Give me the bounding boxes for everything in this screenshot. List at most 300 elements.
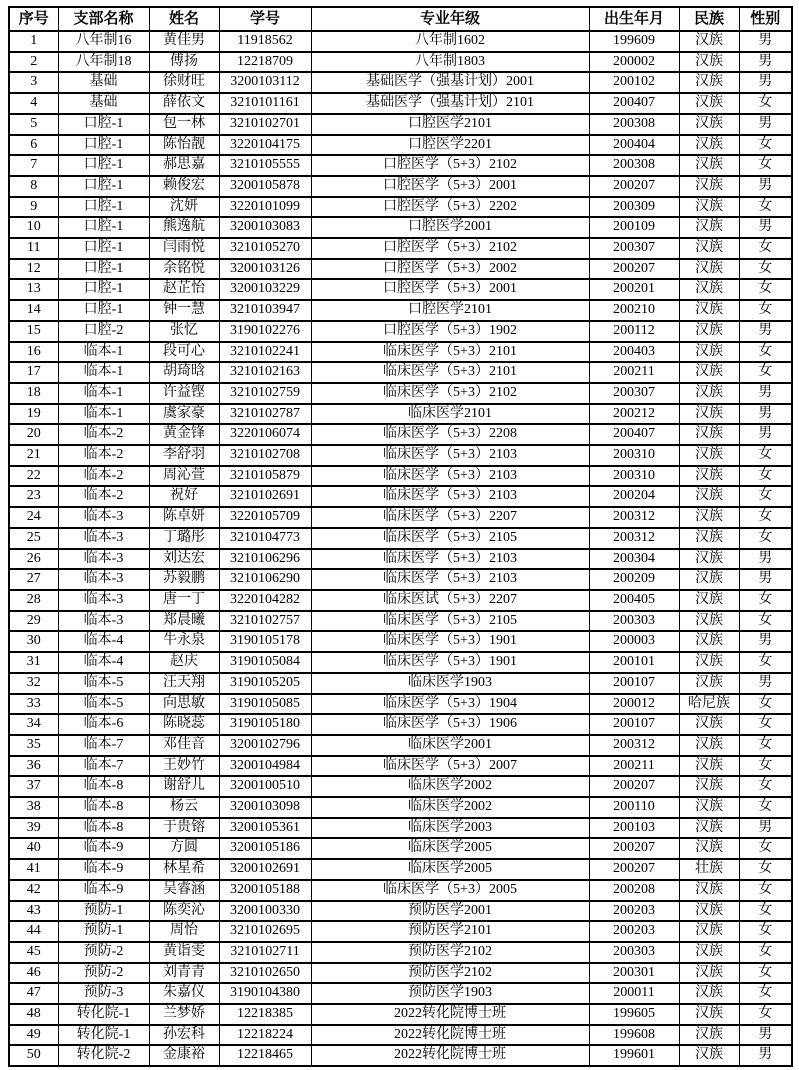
cell-name: 黄金锋	[149, 424, 219, 445]
cell-branch: 临本-2	[58, 445, 149, 466]
cell-major: 口腔医学2101	[311, 300, 589, 321]
cell-birth: 199608	[589, 1025, 679, 1046]
table-row	[9, 466, 792, 487]
table-row	[9, 486, 792, 507]
cell-gender: 男	[739, 569, 792, 590]
cell-student-id: 3220106074	[219, 424, 311, 445]
cell-major: 临床医学（5+3）1901	[311, 631, 589, 652]
cell-birth: 200003	[589, 631, 679, 652]
cell-branch: 预防-3	[58, 983, 149, 1004]
table-row	[9, 259, 792, 280]
cell-ethnicity: 汉族	[679, 321, 739, 342]
cell-student-id: 3210102701	[219, 114, 311, 135]
cell-gender: 男	[739, 217, 792, 238]
table-row	[9, 590, 792, 611]
cell-student-id: 3210102708	[219, 445, 311, 466]
cell-index: 5	[9, 114, 58, 135]
cell-name: 牛永泉	[149, 631, 219, 652]
cell-branch: 临本-8	[58, 797, 149, 818]
table-row	[9, 445, 792, 466]
cell-index: 46	[9, 963, 58, 984]
cell-student-id: 3220104282	[219, 590, 311, 611]
cell-major: 临床医学（5+3）2103	[311, 549, 589, 570]
cell-branch: 临本-3	[58, 611, 149, 632]
cell-ethnicity: 汉族	[679, 466, 739, 487]
cell-major: 临床医学（5+3）2207	[311, 507, 589, 528]
cell-major: 临床医学（5+3）2007	[311, 756, 589, 777]
table-row	[9, 838, 792, 859]
cell-major: 临床医试（5+3）2207	[311, 590, 589, 611]
cell-name: 王妙竹	[149, 756, 219, 777]
table-row	[9, 197, 792, 218]
cell-name: 赵芷怡	[149, 279, 219, 300]
cell-gender: 女	[739, 901, 792, 922]
cell-student-id: 3190105205	[219, 673, 311, 694]
table-row	[9, 818, 792, 839]
cell-name: 祝好	[149, 486, 219, 507]
cell-ethnicity: 汉族	[679, 93, 739, 114]
cell-index: 25	[9, 528, 58, 549]
cell-branch: 临本-1	[58, 383, 149, 404]
cell-major: 临床医学2005	[311, 838, 589, 859]
cell-student-id: 3200100510	[219, 776, 311, 797]
table-row	[9, 735, 792, 756]
cell-index: 38	[9, 797, 58, 818]
cell-branch: 临本-1	[58, 342, 149, 363]
cell-major: 口腔医学2101	[311, 114, 589, 135]
cell-index: 12	[9, 259, 58, 280]
cell-index: 4	[9, 93, 58, 114]
cell-major: 临床医学2003	[311, 818, 589, 839]
cell-index: 42	[9, 880, 58, 901]
student-roster-table	[8, 6, 793, 1067]
student-roster-sheet	[8, 6, 791, 1062]
cell-birth: 200307	[589, 383, 679, 404]
cell-index: 44	[9, 921, 58, 942]
cell-ethnicity: 汉族	[679, 528, 739, 549]
cell-gender: 女	[739, 445, 792, 466]
cell-birth: 200103	[589, 818, 679, 839]
cell-name: 于贵镕	[149, 818, 219, 839]
cell-birth: 200309	[589, 197, 679, 218]
cell-birth: 200212	[589, 404, 679, 425]
table-row	[9, 1004, 792, 1025]
cell-gender: 女	[739, 714, 792, 735]
cell-gender: 男	[739, 1045, 792, 1066]
cell-ethnicity: 汉族	[679, 424, 739, 445]
cell-gender: 女	[739, 362, 792, 383]
cell-gender: 女	[739, 507, 792, 528]
table-row	[9, 652, 792, 673]
cell-major: 临床医学（5+3）2208	[311, 424, 589, 445]
cell-gender: 女	[739, 238, 792, 259]
cell-name: 刘达宏	[149, 549, 219, 570]
cell-birth: 200011	[589, 983, 679, 1004]
cell-name: 孙宏科	[149, 1025, 219, 1046]
cell-birth: 200204	[589, 486, 679, 507]
cell-gender: 女	[739, 735, 792, 756]
cell-ethnicity: 汉族	[679, 921, 739, 942]
cell-index: 50	[9, 1045, 58, 1066]
cell-name: 郑晨曦	[149, 611, 219, 632]
table-row	[9, 52, 792, 73]
cell-ethnicity: 汉族	[679, 756, 739, 777]
cell-student-id: 3210102163	[219, 362, 311, 383]
cell-branch: 临本-1	[58, 362, 149, 383]
cell-branch: 口腔-2	[58, 321, 149, 342]
cell-major: 口腔医学（5+3）2102	[311, 155, 589, 176]
cell-student-id: 3200100330	[219, 901, 311, 922]
cell-birth: 200201	[589, 279, 679, 300]
cell-name: 刘青青	[149, 963, 219, 984]
cell-branch: 临本-3	[58, 528, 149, 549]
cell-index: 48	[9, 1004, 58, 1025]
cell-student-id: 3220104175	[219, 135, 311, 156]
cell-branch: 预防-1	[58, 921, 149, 942]
cell-major: 临床医学（5+3）2005	[311, 880, 589, 901]
column-header-major: 专业年级	[311, 7, 589, 31]
cell-gender: 男	[739, 52, 792, 73]
cell-gender: 男	[739, 818, 792, 839]
cell-branch: 临本-5	[58, 673, 149, 694]
table-body	[9, 31, 792, 1066]
cell-major: 基础医学（强基计划）2101	[311, 93, 589, 114]
cell-birth: 200207	[589, 176, 679, 197]
cell-birth: 200112	[589, 321, 679, 342]
cell-gender: 女	[739, 963, 792, 984]
cell-student-id: 3220101099	[219, 197, 311, 218]
cell-gender: 男	[739, 114, 792, 135]
cell-name: 许益铿	[149, 383, 219, 404]
cell-gender: 男	[739, 424, 792, 445]
cell-index: 47	[9, 983, 58, 1004]
cell-major: 预防医学2102	[311, 963, 589, 984]
cell-branch: 临本-3	[58, 590, 149, 611]
cell-index: 16	[9, 342, 58, 363]
cell-student-id: 3200105878	[219, 176, 311, 197]
cell-branch: 八年制18	[58, 52, 149, 73]
cell-major: 临床医学2002	[311, 776, 589, 797]
cell-index: 22	[9, 466, 58, 487]
cell-birth: 200312	[589, 507, 679, 528]
cell-major: 临床医学（5+3）1904	[311, 694, 589, 715]
cell-major: 临床医学（5+3）2102	[311, 383, 589, 404]
cell-birth: 200207	[589, 859, 679, 880]
cell-birth: 200210	[589, 300, 679, 321]
cell-birth: 200407	[589, 424, 679, 445]
cell-branch: 口腔-1	[58, 279, 149, 300]
cell-student-id: 3210102691	[219, 486, 311, 507]
cell-name: 薛依文	[149, 93, 219, 114]
cell-birth: 200211	[589, 756, 679, 777]
cell-index: 30	[9, 631, 58, 652]
cell-index: 31	[9, 652, 58, 673]
cell-name: 赵庆	[149, 652, 219, 673]
cell-student-id: 3200102796	[219, 735, 311, 756]
cell-birth: 200310	[589, 466, 679, 487]
table-row	[9, 901, 792, 922]
cell-gender: 女	[739, 880, 792, 901]
cell-gender: 男	[739, 321, 792, 342]
table-row	[9, 135, 792, 156]
cell-student-id: 3210102241	[219, 342, 311, 363]
table-row	[9, 114, 792, 135]
cell-gender: 男	[739, 31, 792, 52]
cell-branch: 基础	[58, 93, 149, 114]
cell-birth: 200109	[589, 217, 679, 238]
cell-student-id: 3210104773	[219, 528, 311, 549]
cell-name: 徐财旺	[149, 72, 219, 93]
cell-birth: 200211	[589, 362, 679, 383]
cell-branch: 临本-4	[58, 631, 149, 652]
cell-index: 39	[9, 818, 58, 839]
cell-name: 唐一丁	[149, 590, 219, 611]
cell-index: 41	[9, 859, 58, 880]
cell-name: 傅扬	[149, 52, 219, 73]
cell-branch: 预防-1	[58, 901, 149, 922]
cell-branch: 临本-2	[58, 424, 149, 445]
cell-major: 预防医学1903	[311, 983, 589, 1004]
cell-major: 基础医学（强基计划）2001	[311, 72, 589, 93]
cell-index: 26	[9, 549, 58, 570]
cell-ethnicity: 汉族	[679, 1025, 739, 1046]
cell-student-id: 3200102691	[219, 859, 311, 880]
table-row	[9, 424, 792, 445]
cell-name: 包一林	[149, 114, 219, 135]
cell-branch: 口腔-1	[58, 176, 149, 197]
cell-branch: 临本-1	[58, 404, 149, 425]
cell-major: 口腔医学（5+3）2002	[311, 259, 589, 280]
cell-ethnicity: 汉族	[679, 942, 739, 963]
cell-gender: 男	[739, 673, 792, 694]
cell-ethnicity: 汉族	[679, 135, 739, 156]
cell-ethnicity: 汉族	[679, 611, 739, 632]
cell-index: 6	[9, 135, 58, 156]
cell-birth: 200012	[589, 694, 679, 715]
cell-index: 29	[9, 611, 58, 632]
cell-student-id: 3190105178	[219, 631, 311, 652]
cell-birth: 200403	[589, 342, 679, 363]
cell-birth: 200310	[589, 445, 679, 466]
cell-birth: 200110	[589, 797, 679, 818]
cell-name: 熊逸航	[149, 217, 219, 238]
cell-index: 15	[9, 321, 58, 342]
column-header-gender: 性别	[739, 7, 792, 31]
cell-ethnicity: 汉族	[679, 1004, 739, 1025]
cell-name: 苏毅鹏	[149, 569, 219, 590]
cell-index: 14	[9, 300, 58, 321]
cell-major: 临床医学2002	[311, 797, 589, 818]
cell-birth: 200209	[589, 569, 679, 590]
cell-gender: 女	[739, 135, 792, 156]
cell-ethnicity: 汉族	[679, 880, 739, 901]
cell-name: 方圆	[149, 838, 219, 859]
cell-student-id: 3200103229	[219, 279, 311, 300]
cell-birth: 200304	[589, 549, 679, 570]
cell-birth: 200207	[589, 776, 679, 797]
cell-student-id: 3210105879	[219, 466, 311, 487]
cell-major: 口腔医学（5+3）2001	[311, 279, 589, 300]
cell-gender: 女	[739, 155, 792, 176]
table-row	[9, 921, 792, 942]
cell-birth: 200405	[589, 590, 679, 611]
table-row	[9, 362, 792, 383]
cell-student-id: 12218224	[219, 1025, 311, 1046]
cell-ethnicity: 哈尼族	[679, 694, 739, 715]
cell-gender: 女	[739, 528, 792, 549]
cell-gender: 女	[739, 590, 792, 611]
cell-ethnicity: 汉族	[679, 901, 739, 922]
cell-student-id: 11918562	[219, 31, 311, 52]
cell-ethnicity: 汉族	[679, 735, 739, 756]
cell-gender: 女	[739, 694, 792, 715]
cell-name: 丁璐彤	[149, 528, 219, 549]
table-row	[9, 321, 792, 342]
cell-branch: 转化院-1	[58, 1025, 149, 1046]
table-row	[9, 963, 792, 984]
cell-index: 10	[9, 217, 58, 238]
cell-branch: 预防-2	[58, 942, 149, 963]
cell-birth: 200312	[589, 528, 679, 549]
cell-index: 27	[9, 569, 58, 590]
cell-ethnicity: 汉族	[679, 818, 739, 839]
cell-name: 陈卓妍	[149, 507, 219, 528]
cell-branch: 八年制16	[58, 31, 149, 52]
cell-gender: 男	[739, 176, 792, 197]
cell-gender: 女	[739, 259, 792, 280]
cell-birth: 200203	[589, 921, 679, 942]
cell-branch: 预防-2	[58, 963, 149, 984]
cell-name: 杨云	[149, 797, 219, 818]
cell-name: 陈奕沁	[149, 901, 219, 922]
cell-student-id: 3210105270	[219, 238, 311, 259]
cell-gender: 男	[739, 1025, 792, 1046]
cell-major: 临床医学（5+3）2101	[311, 342, 589, 363]
cell-major: 临床医学（5+3）1901	[311, 652, 589, 673]
cell-branch: 口腔-1	[58, 259, 149, 280]
cell-birth: 200107	[589, 673, 679, 694]
cell-branch: 临本-8	[58, 776, 149, 797]
cell-student-id: 3190105180	[219, 714, 311, 735]
cell-ethnicity: 汉族	[679, 1045, 739, 1066]
cell-student-id: 3210102695	[219, 921, 311, 942]
cell-ethnicity: 汉族	[679, 197, 739, 218]
cell-student-id: 3200105186	[219, 838, 311, 859]
cell-name: 郝思嘉	[149, 155, 219, 176]
cell-student-id: 3210106296	[219, 549, 311, 570]
cell-index: 33	[9, 694, 58, 715]
cell-ethnicity: 汉族	[679, 114, 739, 135]
cell-ethnicity: 汉族	[679, 259, 739, 280]
cell-major: 2022转化院博士班	[311, 1025, 589, 1046]
cell-major: 临床医学（5+3）2103	[311, 445, 589, 466]
cell-student-id: 3220105709	[219, 507, 311, 528]
cell-branch: 临本-9	[58, 838, 149, 859]
cell-gender: 女	[739, 486, 792, 507]
cell-branch: 临本-8	[58, 818, 149, 839]
cell-name: 段可心	[149, 342, 219, 363]
cell-name: 余铭悦	[149, 259, 219, 280]
cell-branch: 口腔-1	[58, 135, 149, 156]
cell-birth: 200308	[589, 114, 679, 135]
cell-branch: 临本-5	[58, 694, 149, 715]
cell-ethnicity: 汉族	[679, 486, 739, 507]
cell-gender: 男	[739, 631, 792, 652]
cell-birth: 200301	[589, 963, 679, 984]
cell-ethnicity: 汉族	[679, 507, 739, 528]
table-row	[9, 279, 792, 300]
cell-index: 28	[9, 590, 58, 611]
cell-branch: 临本-7	[58, 756, 149, 777]
cell-index: 1	[9, 31, 58, 52]
cell-name: 汪天翔	[149, 673, 219, 694]
cell-ethnicity: 汉族	[679, 776, 739, 797]
cell-major: 2022转化院博士班	[311, 1045, 589, 1066]
cell-gender: 女	[739, 942, 792, 963]
table-row	[9, 1045, 792, 1066]
cell-student-id: 3200104984	[219, 756, 311, 777]
cell-index: 18	[9, 383, 58, 404]
cell-gender: 男	[739, 404, 792, 425]
cell-branch: 转化院-2	[58, 1045, 149, 1066]
header-row	[9, 7, 792, 31]
table-row	[9, 1025, 792, 1046]
cell-gender: 男	[739, 383, 792, 404]
table-row	[9, 631, 792, 652]
cell-major: 口腔医学（5+3）2102	[311, 238, 589, 259]
cell-branch: 口腔-1	[58, 155, 149, 176]
cell-name: 金康裕	[149, 1045, 219, 1066]
column-header-branch: 支部名称	[58, 7, 149, 31]
cell-ethnicity: 汉族	[679, 549, 739, 570]
cell-ethnicity: 汉族	[679, 279, 739, 300]
cell-birth: 200312	[589, 735, 679, 756]
table-row	[9, 383, 792, 404]
cell-birth: 199605	[589, 1004, 679, 1025]
cell-ethnicity: 汉族	[679, 631, 739, 652]
cell-student-id: 3210102650	[219, 963, 311, 984]
cell-name: 吴睿涵	[149, 880, 219, 901]
cell-birth: 200303	[589, 942, 679, 963]
cell-gender: 女	[739, 1004, 792, 1025]
cell-student-id: 3210102787	[219, 404, 311, 425]
cell-major: 临床医学（5+3）2105	[311, 611, 589, 632]
table-row	[9, 528, 792, 549]
cell-index: 37	[9, 776, 58, 797]
cell-ethnicity: 汉族	[679, 217, 739, 238]
cell-name: 钟一慧	[149, 300, 219, 321]
table-row	[9, 569, 792, 590]
cell-index: 7	[9, 155, 58, 176]
cell-index: 3	[9, 72, 58, 93]
cell-gender: 女	[739, 756, 792, 777]
cell-gender: 女	[739, 921, 792, 942]
cell-gender: 女	[739, 859, 792, 880]
cell-branch: 转化院-1	[58, 1004, 149, 1025]
cell-index: 21	[9, 445, 58, 466]
table-row	[9, 880, 792, 901]
cell-ethnicity: 汉族	[679, 155, 739, 176]
cell-name: 陈怡靓	[149, 135, 219, 156]
cell-birth: 200101	[589, 652, 679, 673]
cell-major: 预防医学2001	[311, 901, 589, 922]
cell-index: 40	[9, 838, 58, 859]
table-row	[9, 31, 792, 52]
cell-name: 朱嘉仪	[149, 983, 219, 1004]
cell-gender: 女	[739, 93, 792, 114]
cell-birth: 200407	[589, 93, 679, 114]
cell-ethnicity: 汉族	[679, 362, 739, 383]
